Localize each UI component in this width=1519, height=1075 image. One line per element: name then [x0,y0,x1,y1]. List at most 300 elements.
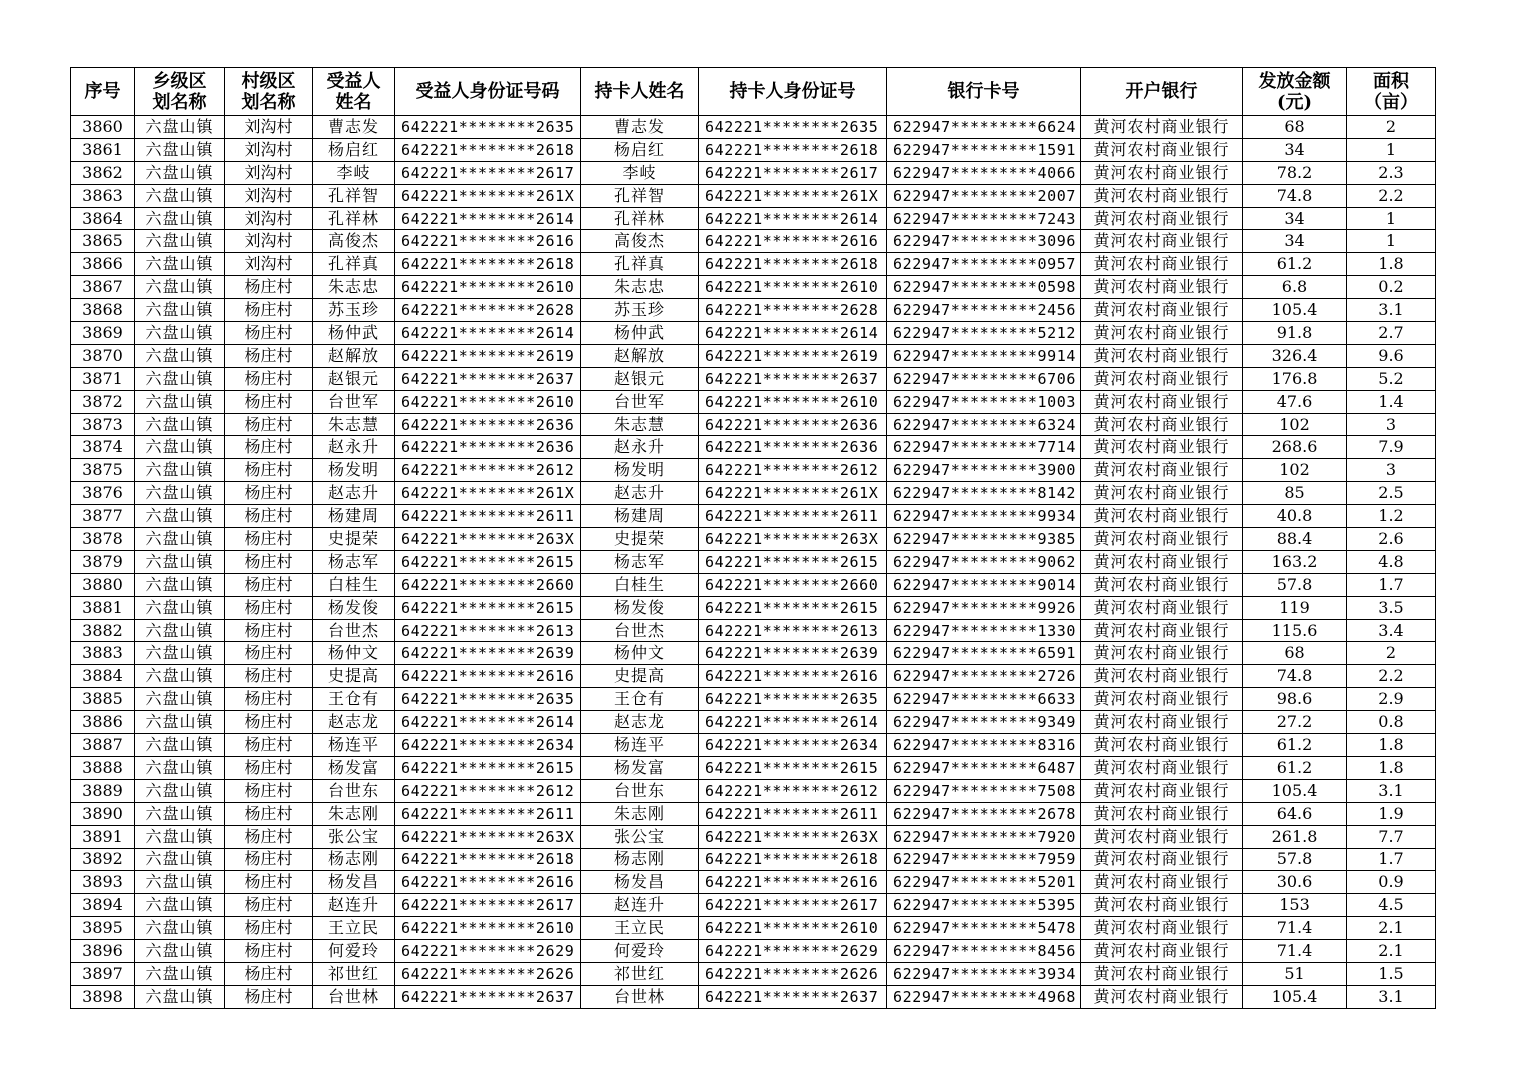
cell-beneficiary-id: 642221********2618 [395,848,581,871]
cell-beneficiary: 杨仲武 [313,322,395,345]
cell-beneficiary-id: 642221********263X [395,825,581,848]
cell-bank: 黄河农村商业银行 [1081,711,1243,734]
cell-area: 1 [1347,207,1436,230]
cell-beneficiary: 杨启红 [313,138,395,161]
cell-seq: 3890 [71,802,135,825]
cell-beneficiary-id: 642221********2615 [395,596,581,619]
cell-village: 刘沟村 [225,138,313,161]
cell-village: 杨庄村 [225,711,313,734]
cell-township: 六盘山镇 [135,940,225,963]
cell-holder: 赵解放 [581,344,699,367]
cell-area: 3.1 [1347,985,1436,1008]
cell-village: 刘沟村 [225,116,313,139]
cell-amount: 40.8 [1243,505,1347,528]
cell-amount: 78.2 [1243,161,1347,184]
header-holder-id: 持卡人身份证号 [699,68,887,116]
cell-bank: 黄河农村商业银行 [1081,528,1243,551]
cell-township: 六盘山镇 [135,596,225,619]
table-row [71,116,1436,139]
table-row [71,940,1436,963]
cell-holder: 王立民 [581,917,699,940]
cell-card: 622947*********9062 [887,550,1081,573]
cell-village: 杨庄村 [225,505,313,528]
cell-area: 3.4 [1347,619,1436,642]
cell-holder-id: 642221********263X [699,528,887,551]
table-row [71,550,1436,573]
cell-seq: 3864 [71,207,135,230]
cell-holder: 台世杰 [581,619,699,642]
cell-township: 六盘山镇 [135,756,225,779]
cell-bank: 黄河农村商业银行 [1081,985,1243,1008]
cell-holder: 台世东 [581,779,699,802]
cell-bank: 黄河农村商业银行 [1081,619,1243,642]
cell-holder: 赵志升 [581,482,699,505]
cell-beneficiary: 台世军 [313,390,395,413]
cell-village: 杨庄村 [225,688,313,711]
document-sheet [70,67,1436,1009]
cell-township: 六盘山镇 [135,825,225,848]
cell-village: 杨庄村 [225,413,313,436]
cell-beneficiary: 朱志慧 [313,413,395,436]
cell-amount: 71.4 [1243,917,1347,940]
cell-bank: 黄河农村商业银行 [1081,253,1243,276]
cell-amount: 47.6 [1243,390,1347,413]
cell-beneficiary-id: 642221********2617 [395,894,581,917]
cell-seq: 3896 [71,940,135,963]
cell-beneficiary: 杨志军 [313,550,395,573]
cell-township: 六盘山镇 [135,505,225,528]
cell-holder: 白桂生 [581,573,699,596]
cell-bank: 黄河农村商业银行 [1081,734,1243,757]
cell-holder: 孔祥真 [581,253,699,276]
cell-amount: 68 [1243,116,1347,139]
cell-village: 杨庄村 [225,779,313,802]
cell-amount: 61.2 [1243,734,1347,757]
cell-village: 杨庄村 [225,665,313,688]
cell-area: 2 [1347,642,1436,665]
header-seq: 序号 [71,68,135,116]
cell-bank: 黄河农村商业银行 [1081,436,1243,459]
table-row [71,573,1436,596]
table-row [71,459,1436,482]
table-row [71,802,1436,825]
cell-township: 六盘山镇 [135,138,225,161]
cell-seq: 3869 [71,322,135,345]
cell-village: 杨庄村 [225,619,313,642]
cell-area: 2.9 [1347,688,1436,711]
header-area: 面积 （亩） [1347,68,1436,116]
cell-holder-id: 642221********2615 [699,756,887,779]
cell-bank: 黄河农村商业银行 [1081,688,1243,711]
cell-village: 杨庄村 [225,871,313,894]
header-amount: 发放金额 (元) [1243,68,1347,116]
cell-beneficiary-id: 642221********2612 [395,459,581,482]
cell-holder-id: 642221********2611 [699,505,887,528]
cell-beneficiary: 曹志发 [313,116,395,139]
cell-beneficiary-id: 642221********2636 [395,436,581,459]
cell-holder-id: 642221********2636 [699,413,887,436]
cell-beneficiary: 台世东 [313,779,395,802]
cell-holder-id: 642221********2613 [699,619,887,642]
cell-area: 1 [1347,230,1436,253]
cell-village: 杨庄村 [225,367,313,390]
cell-holder: 杨建周 [581,505,699,528]
cell-village: 杨庄村 [225,550,313,573]
cell-village: 杨庄村 [225,756,313,779]
table-row [71,825,1436,848]
cell-seq: 3893 [71,871,135,894]
cell-township: 六盘山镇 [135,871,225,894]
cell-area: 7.7 [1347,825,1436,848]
cell-village: 刘沟村 [225,161,313,184]
cell-township: 六盘山镇 [135,985,225,1008]
cell-amount: 102 [1243,413,1347,436]
cell-amount: 98.6 [1243,688,1347,711]
cell-amount: 61.2 [1243,756,1347,779]
cell-amount: 91.8 [1243,322,1347,345]
cell-holder: 何爱玲 [581,940,699,963]
cell-holder-id: 642221********2635 [699,688,887,711]
header-township: 乡级区 划名称 [135,68,225,116]
cell-bank: 黄河农村商业银行 [1081,779,1243,802]
cell-seq: 3871 [71,367,135,390]
cell-holder-id: 642221********2637 [699,985,887,1008]
cell-area: 2.2 [1347,665,1436,688]
cell-holder: 赵连升 [581,894,699,917]
cell-township: 六盘山镇 [135,276,225,299]
cell-card: 622947*********8142 [887,482,1081,505]
table-row [71,871,1436,894]
table-row [71,184,1436,207]
cell-holder: 高俊杰 [581,230,699,253]
header-row [71,68,1436,116]
cell-holder-id: 642221********2626 [699,962,887,985]
cell-amount: 88.4 [1243,528,1347,551]
cell-holder: 赵银元 [581,367,699,390]
cell-bank: 黄河农村商业银行 [1081,344,1243,367]
cell-holder: 台世林 [581,985,699,1008]
cell-bank: 黄河农村商业银行 [1081,756,1243,779]
table-row [71,665,1436,688]
cell-beneficiary-id: 642221********2614 [395,322,581,345]
cell-township: 六盘山镇 [135,367,225,390]
cell-township: 六盘山镇 [135,894,225,917]
cell-bank: 黄河农村商业银行 [1081,848,1243,871]
table-row [71,367,1436,390]
cell-holder-id: 642221********2610 [699,917,887,940]
beneficiary-table [70,67,1436,1009]
cell-village: 刘沟村 [225,253,313,276]
cell-area: 2.1 [1347,917,1436,940]
cell-card: 622947*********1003 [887,390,1081,413]
cell-bank: 黄河农村商业银行 [1081,207,1243,230]
cell-amount: 176.8 [1243,367,1347,390]
table-row [71,344,1436,367]
cell-holder-id: 642221********2611 [699,802,887,825]
cell-card: 622947*********1330 [887,619,1081,642]
cell-area: 1.7 [1347,573,1436,596]
cell-beneficiary: 王仓有 [313,688,395,711]
cell-area: 2.7 [1347,322,1436,345]
cell-beneficiary-id: 642221********2614 [395,207,581,230]
cell-beneficiary-id: 642221********2618 [395,253,581,276]
cell-seq: 3884 [71,665,135,688]
cell-seq: 3881 [71,596,135,619]
cell-village: 杨庄村 [225,482,313,505]
cell-bank: 黄河农村商业银行 [1081,825,1243,848]
cell-area: 1 [1347,138,1436,161]
cell-seq: 3863 [71,184,135,207]
cell-holder-id: 642221********263X [699,825,887,848]
cell-holder-id: 642221********261X [699,184,887,207]
cell-amount: 102 [1243,459,1347,482]
cell-area: 4.5 [1347,894,1436,917]
cell-holder: 杨启红 [581,138,699,161]
cell-township: 六盘山镇 [135,711,225,734]
cell-township: 六盘山镇 [135,184,225,207]
cell-holder-id: 642221********2628 [699,299,887,322]
cell-holder: 曹志发 [581,116,699,139]
cell-seq: 3880 [71,573,135,596]
cell-township: 六盘山镇 [135,734,225,757]
cell-bank: 黄河农村商业银行 [1081,161,1243,184]
cell-holder: 孔祥智 [581,184,699,207]
cell-seq: 3886 [71,711,135,734]
cell-beneficiary-id: 642221********2615 [395,756,581,779]
table-body [71,116,1436,1009]
cell-beneficiary-id: 642221********261X [395,482,581,505]
cell-card: 622947*********3096 [887,230,1081,253]
cell-village: 杨庄村 [225,962,313,985]
table-row [71,779,1436,802]
cell-seq: 3879 [71,550,135,573]
cell-area: 2.6 [1347,528,1436,551]
cell-holder: 朱志慧 [581,413,699,436]
cell-beneficiary-id: 642221********2618 [395,138,581,161]
cell-beneficiary: 赵志升 [313,482,395,505]
cell-seq: 3892 [71,848,135,871]
cell-amount: 51 [1243,962,1347,985]
cell-seq: 3895 [71,917,135,940]
cell-card: 622947*********5212 [887,322,1081,345]
cell-amount: 115.6 [1243,619,1347,642]
cell-bank: 黄河农村商业银行 [1081,940,1243,963]
cell-area: 3 [1347,413,1436,436]
cell-bank: 黄河农村商业银行 [1081,299,1243,322]
cell-beneficiary-id: 642221********2612 [395,779,581,802]
cell-village: 杨庄村 [225,825,313,848]
cell-card: 622947*********6487 [887,756,1081,779]
cell-bank: 黄河农村商业银行 [1081,367,1243,390]
cell-seq: 3877 [71,505,135,528]
cell-bank: 黄河农村商业银行 [1081,962,1243,985]
cell-beneficiary: 何爱玲 [313,940,395,963]
cell-card: 622947*********7243 [887,207,1081,230]
cell-beneficiary: 杨建周 [313,505,395,528]
cell-village: 杨庄村 [225,322,313,345]
cell-area: 1.8 [1347,734,1436,757]
cell-area: 2.3 [1347,161,1436,184]
cell-holder-id: 642221********2610 [699,390,887,413]
cell-holder-id: 642221********2616 [699,665,887,688]
cell-township: 六盘山镇 [135,528,225,551]
cell-holder-id: 642221********2615 [699,550,887,573]
cell-holder-id: 642221********2660 [699,573,887,596]
cell-beneficiary-id: 642221********2610 [395,390,581,413]
table-row [71,848,1436,871]
cell-amount: 64.6 [1243,802,1347,825]
cell-amount: 326.4 [1243,344,1347,367]
cell-seq: 3874 [71,436,135,459]
cell-area: 7.9 [1347,436,1436,459]
cell-holder-id: 642221********2634 [699,734,887,757]
cell-beneficiary-id: 642221********2629 [395,940,581,963]
table-row [71,985,1436,1008]
cell-holder-id: 642221********2639 [699,642,887,665]
cell-beneficiary: 苏玉珍 [313,299,395,322]
cell-holder-id: 642221********2636 [699,436,887,459]
cell-holder: 杨志刚 [581,848,699,871]
cell-holder-id: 642221********261X [699,482,887,505]
cell-village: 杨庄村 [225,299,313,322]
cell-beneficiary-id: 642221********2626 [395,962,581,985]
cell-area: 1.5 [1347,962,1436,985]
table-row [71,161,1436,184]
header-beneficiary: 受益人 姓名 [313,68,395,116]
cell-amount: 57.8 [1243,848,1347,871]
cell-card: 622947*********3900 [887,459,1081,482]
cell-seq: 3897 [71,962,135,985]
cell-area: 3 [1347,459,1436,482]
cell-seq: 3867 [71,276,135,299]
cell-seq: 3872 [71,390,135,413]
table-row [71,253,1436,276]
cell-area: 1.8 [1347,756,1436,779]
cell-beneficiary-id: 642221********261X [395,184,581,207]
cell-amount: 71.4 [1243,940,1347,963]
cell-beneficiary-id: 642221********2616 [395,230,581,253]
cell-beneficiary: 史提荣 [313,528,395,551]
cell-beneficiary-id: 642221********2615 [395,550,581,573]
cell-township: 六盘山镇 [135,322,225,345]
cell-bank: 黄河农村商业银行 [1081,573,1243,596]
cell-village: 刘沟村 [225,230,313,253]
cell-seq: 3873 [71,413,135,436]
cell-holder: 史提荣 [581,528,699,551]
cell-seq: 3878 [71,528,135,551]
cell-bank: 黄河农村商业银行 [1081,871,1243,894]
cell-seq: 3870 [71,344,135,367]
cell-area: 1.4 [1347,390,1436,413]
cell-beneficiary: 史提高 [313,665,395,688]
cell-holder-id: 642221********2610 [699,276,887,299]
cell-bank: 黄河农村商业银行 [1081,413,1243,436]
cell-amount: 105.4 [1243,985,1347,1008]
cell-village: 杨庄村 [225,436,313,459]
cell-township: 六盘山镇 [135,665,225,688]
cell-area: 2 [1347,116,1436,139]
cell-card: 622947*********2726 [887,665,1081,688]
cell-holder-id: 642221********2614 [699,711,887,734]
cell-card: 622947*********5395 [887,894,1081,917]
cell-beneficiary-id: 642221********2613 [395,619,581,642]
cell-beneficiary-id: 642221********2611 [395,802,581,825]
cell-holder-id: 642221********2617 [699,161,887,184]
table-row [71,619,1436,642]
cell-amount: 34 [1243,230,1347,253]
table-row [71,917,1436,940]
cell-card: 622947*********9934 [887,505,1081,528]
cell-area: 2.2 [1347,184,1436,207]
cell-township: 六盘山镇 [135,413,225,436]
cell-township: 六盘山镇 [135,459,225,482]
cell-village: 杨庄村 [225,940,313,963]
cell-village: 杨庄村 [225,390,313,413]
header-village: 村级区 划名称 [225,68,313,116]
cell-township: 六盘山镇 [135,482,225,505]
cell-card: 622947*********6706 [887,367,1081,390]
cell-area: 0.2 [1347,276,1436,299]
cell-card: 622947*********0598 [887,276,1081,299]
cell-holder-id: 642221********2618 [699,253,887,276]
cell-township: 六盘山镇 [135,230,225,253]
table-header [71,68,1436,116]
cell-beneficiary-id: 642221********2660 [395,573,581,596]
cell-amount: 27.2 [1243,711,1347,734]
cell-beneficiary-id: 642221********2635 [395,688,581,711]
cell-seq: 3868 [71,299,135,322]
cell-township: 六盘山镇 [135,253,225,276]
cell-holder: 赵志龙 [581,711,699,734]
cell-beneficiary: 赵连升 [313,894,395,917]
cell-bank: 黄河农村商业银行 [1081,390,1243,413]
cell-township: 六盘山镇 [135,390,225,413]
cell-holder: 杨发富 [581,756,699,779]
cell-beneficiary-id: 642221********2610 [395,917,581,940]
table-row [71,734,1436,757]
cell-card: 622947*********5478 [887,917,1081,940]
cell-holder: 杨仲文 [581,642,699,665]
cell-beneficiary: 台世林 [313,985,395,1008]
cell-holder-id: 642221********2614 [699,322,887,345]
cell-holder: 朱志刚 [581,802,699,825]
cell-seq: 3875 [71,459,135,482]
cell-village: 杨庄村 [225,573,313,596]
cell-beneficiary-id: 642221********2637 [395,367,581,390]
cell-holder: 史提高 [581,665,699,688]
table-row [71,436,1436,459]
cell-beneficiary: 王立民 [313,917,395,940]
cell-card: 622947*********2007 [887,184,1081,207]
cell-village: 杨庄村 [225,734,313,757]
cell-bank: 黄河农村商业银行 [1081,917,1243,940]
cell-beneficiary-id: 642221********2634 [395,734,581,757]
table-row [71,138,1436,161]
cell-village: 刘沟村 [225,184,313,207]
cell-holder-id: 642221********2614 [699,207,887,230]
cell-card: 622947*********8316 [887,734,1081,757]
cell-area: 2.5 [1347,482,1436,505]
cell-beneficiary: 杨发昌 [313,871,395,894]
cell-village: 杨庄村 [225,802,313,825]
cell-card: 622947*********7508 [887,779,1081,802]
cell-holder-id: 642221********2618 [699,848,887,871]
cell-beneficiary: 赵志龙 [313,711,395,734]
cell-card: 622947*********5201 [887,871,1081,894]
cell-bank: 黄河农村商业银行 [1081,505,1243,528]
table-row [71,299,1436,322]
cell-seq: 3883 [71,642,135,665]
